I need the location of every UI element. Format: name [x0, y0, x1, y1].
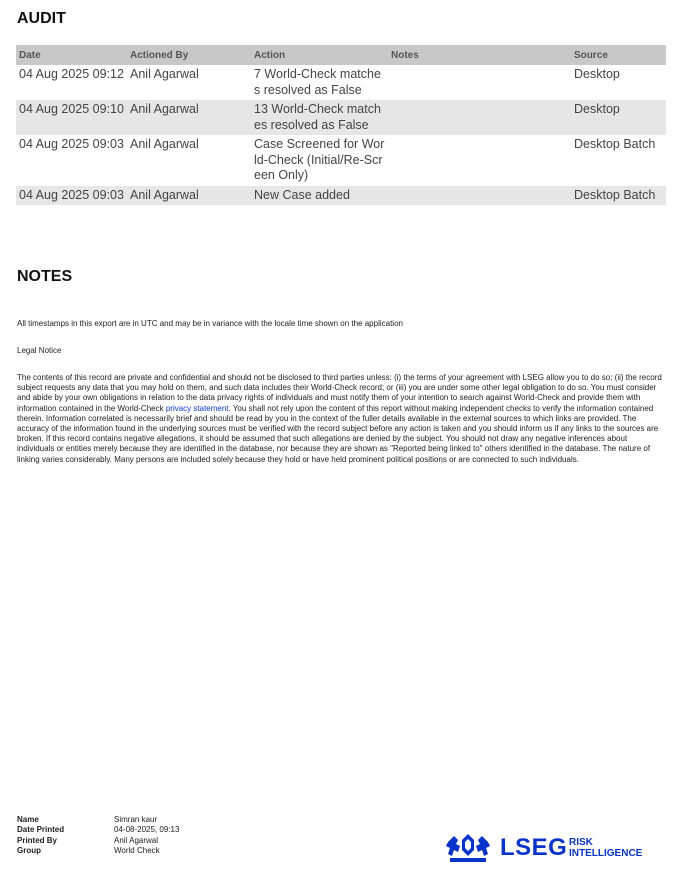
table-row	[16, 65, 666, 100]
cell-date: 04 Aug 2025 09:10	[16, 100, 127, 135]
cell-action: New Case added	[251, 186, 388, 206]
printed-by-value: Anil Agarwal	[114, 835, 159, 845]
cell-actioned-by: Anil Agarwal	[127, 135, 251, 186]
column-header-date: Date	[16, 45, 127, 65]
cell-action: 13 World-Check matches resolved as False	[251, 100, 388, 135]
group-label: Group	[17, 845, 41, 855]
date-printed-value: 04-08-2025, 09:13	[114, 825, 180, 835]
column-header-source: Source	[571, 45, 666, 65]
cell-date: 04 Aug 2025 09:12	[16, 65, 127, 100]
name-value: Simran kaur	[114, 815, 158, 824]
cell-source: Desktop	[571, 100, 666, 135]
risk-text: RISK	[569, 837, 593, 848]
privacy-statement-link[interactable]: privacy statement	[165, 403, 229, 413]
cell-source: Desktop Batch	[571, 186, 666, 206]
legal-notice-heading: Legal Notice	[17, 346, 62, 355]
audit-table	[16, 45, 666, 205]
audit-section-title: AUDIT	[17, 10, 66, 27]
cell-action: Case Screened for World-Check (Initial/Re-Screen Only)	[251, 135, 388, 186]
table-row	[16, 135, 666, 186]
cell-date: 04 Aug 2025 09:03	[16, 135, 127, 186]
notes-section-title: NOTES	[17, 268, 73, 285]
legal-text-part-1: The contents of this record are private and confidential and should not be disclosed to third parties unless: (i) the terms of your agreement with LSEG allow you to do so; (ii) the record subject requests any data that you may hold on them, and such data includes their World-Check record; or (iii) you are under some other legal obligation to do so. You must consider and abide by your own obligations in relation to the data privacy rights of individuals and must notify them of your intention to search against World-Check and provide them with information contained in the World-Check	[17, 373, 662, 413]
name-label: Name	[17, 815, 39, 824]
lseg-logo	[444, 832, 654, 864]
intelligence-text: INTELLIGENCE	[569, 848, 643, 859]
date-printed-label: Date Printed	[17, 825, 65, 835]
column-header-actioned-by: Actioned By	[127, 45, 251, 65]
cell-actioned-by: Anil Agarwal	[127, 100, 251, 135]
cell-notes	[388, 100, 571, 135]
cell-action: 7 World-Check matches resolved as False	[251, 65, 388, 100]
lseg-brand-text: LSEG	[500, 834, 568, 861]
group-value: World Check	[114, 845, 160, 855]
table-row	[16, 186, 666, 206]
timestamps-note: All timestamps in this export are in UTC and may be in variance with the locale time shown on the application	[17, 319, 403, 328]
cell-date: 04 Aug 2025 09:03	[16, 186, 127, 206]
printed-by-label: Printed By	[17, 835, 58, 845]
risk-intelligence-text	[569, 837, 642, 859]
cell-notes	[388, 65, 571, 100]
lseg-lion-crest-icon	[444, 832, 492, 864]
cell-actioned-by: Anil Agarwal	[127, 65, 251, 100]
cell-notes	[388, 135, 571, 186]
legal-notice-text	[17, 373, 665, 465]
cell-source: Desktop	[571, 65, 666, 100]
legal-text-part-2: . You shall not rely upon the content of this report without making independent checks to verify the information contained therein. Information correlated is necessarily brief and should be read by you in the context of the fuller details available in the external sources to which links are provided. The accuracy of the information found in the underlying sources must be verified with the record subject before any action is taken and you should inform us if any links to the sources are broken. If this record contains negative allegations, it should be assumed that such allegations are denied by the subject. You should not draw any negative inferences about individuals or entities merely because they are identified in the database, nor because they are shown as "Reported being linked to" others identified in the database. The nature of linking varies considerably. Many persons are included solely because they hold or have held prominent political positions or are connected to such individuals.	[17, 403, 659, 464]
cell-notes	[388, 186, 571, 206]
column-header-notes: Notes	[388, 45, 571, 65]
audit-header-row	[16, 45, 666, 65]
cell-actioned-by: Anil Agarwal	[127, 186, 251, 206]
column-header-action: Action	[251, 45, 388, 65]
cell-source: Desktop Batch	[571, 135, 666, 186]
table-row	[16, 100, 666, 135]
